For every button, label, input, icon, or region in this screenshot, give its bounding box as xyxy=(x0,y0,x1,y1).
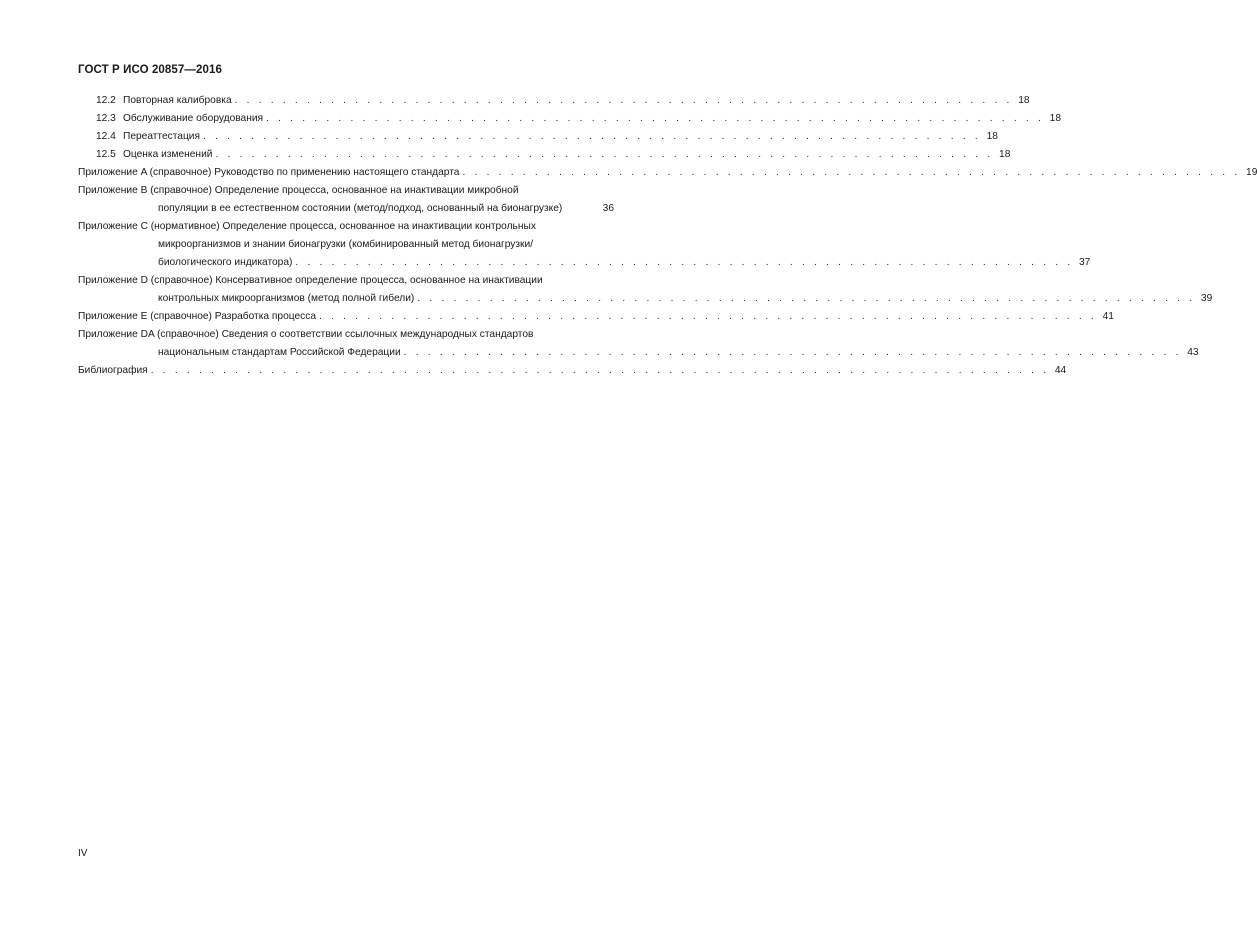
toc-entry-title-continued: популяции в ее естественном состоянии (метод/подход, основанный на бионагрузке) xyxy=(158,203,563,214)
toc-entry-title: Оценка изменений xyxy=(123,149,213,160)
toc-entry-title-continued: контрольных микроорганизмов (метод полной гибели) xyxy=(158,293,415,304)
toc-entry-title: Приложение D (справочное) Консервативное определение процесса, основанное на инактивации xyxy=(78,275,543,286)
toc-page-number: 19 xyxy=(1246,167,1257,178)
toc-entry-title: Повторная калибровка xyxy=(123,95,232,106)
toc-entry-annex-c[interactable] xyxy=(78,218,1091,272)
toc-entry-title-continued: национальным стандартам Российской Федерации xyxy=(158,347,401,358)
leader-dots: . . . . . . . . . . . . . . . . . . . . . . . . . . . . . . . . . . . . . . . . . . . . . . . . . . . . . . . . . . . . . . . . . xyxy=(215,149,994,160)
toc-entry-12-5[interactable] xyxy=(78,146,1011,164)
toc-entry-bibliography[interactable] xyxy=(78,362,1067,380)
document-header: ГОСТ Р ИСО 20857—2016 xyxy=(78,64,223,76)
toc-entry-title: Приложение B (справочное) Определение процесса, основанное на инактивации микробной xyxy=(78,185,519,196)
leader-dots: . . . . . . . . . . . . . . . . . . . . . . . . . . . . . . . . . . . . . . . . . . . . . . . . . . . . . . . . . . . . . . . . . xyxy=(403,347,1182,358)
leader-dots: . . . . . . . . . . . . . . . . . . . . . . . . . . . . . . . . . . . . . . . . . . . . . . . . . . . . . . . . . . . . . . . . . xyxy=(234,95,1013,106)
toc-entry-title: Приложение E (справочное) Разработка процесса xyxy=(78,311,316,322)
toc-entry-12-3[interactable] xyxy=(78,110,1061,128)
toc-page-number: 41 xyxy=(1102,311,1114,322)
toc-entry-title: Библиография xyxy=(78,365,148,376)
toc-page-number: 39 xyxy=(1200,293,1213,304)
toc-entry-annex-d[interactable] xyxy=(78,272,1213,308)
leader-dots: . . . . . . . . . . . . . . . . . . . . . . . . . . . . . . . . . . . . . . . . . . . . . . . . . . . . . . . . . . . . . . . . . xyxy=(417,293,1196,304)
toc-entry-annex-e[interactable] xyxy=(78,308,1114,326)
toc-entry-12-4[interactable] xyxy=(78,128,998,146)
leader-dots: . . . . . . . . . . . . . . . . . . . . . . . . . . . . . . . . . . . . . . . . . . . . . . . . . . . . . . . . . . . . . . . . . xyxy=(203,131,981,142)
toc-page-number: 18 xyxy=(1018,95,1030,106)
toc-page-number: 37 xyxy=(1079,257,1091,268)
leader-dots: . . . . . . . . . . . . . . . . . . . . . . . . . . . . . . . . . . . . . . . . . . . . . . . . . . . . . . . . . . . . . . . . . xyxy=(462,167,1241,178)
toc-entry-title-continued: микроорганизмов и знании бионагрузки (комбинированный метод бионагрузки/ xyxy=(158,239,534,250)
leader-dots: . . . . . . . . . . . . . . . . . . . . . . . . . . . . . . . . . . . . . . . . . . . . . . . . . . . . . . . . . . . . . . . . . xyxy=(266,113,1044,124)
leader-dots: . . . . . . . . . . . . . . . . . . . . . . . . . . . . . . . . . . . . . . . . . . . . . . . . . . . . . . . . . . . . . . . . . xyxy=(319,311,1097,322)
toc-entry-annex-da[interactable] xyxy=(78,326,1199,362)
table-of-contents xyxy=(78,92,1257,380)
toc-entry-title-continued: биологического индикатора) xyxy=(158,257,293,268)
toc-entry-annex-a[interactable] xyxy=(78,164,1257,182)
toc-entry-number: 12.3 xyxy=(96,113,116,124)
toc-entry-number: 12.5 xyxy=(96,149,116,160)
toc-entry-12-2[interactable] xyxy=(78,92,1030,110)
toc-page-number: 43 xyxy=(1187,347,1199,358)
toc-entry-title: Приложение DA (справочное) Сведения о соответствии ссылочных международных стандартов xyxy=(78,329,534,340)
toc-entry-annex-b[interactable] xyxy=(78,182,614,218)
page-number: IV xyxy=(78,848,88,859)
toc-page-number: 18 xyxy=(999,149,1011,160)
toc-page-number: 18 xyxy=(1049,113,1061,124)
leader-dots: . . . . . . . . . . . . . . . . . . . . . . . . . . . . . . . . . . . . . . . . . . . . . . . . . . . . . . . . . . . . . . . . . xyxy=(295,257,1074,268)
toc-entry-title: Обслуживание оборудования xyxy=(123,113,264,124)
toc-entry-number: 12.2 xyxy=(96,95,116,106)
leader-dots: . . . . . . . . . . . . . . . . . . . . . . . . . . . . . . . . . . . . . . . . . . . . . . . . . . . . . . . . . . . . . . . . . . . . . . . . . . . xyxy=(150,365,1050,376)
toc-entry-title: Приложение C (нормативное) Определение процесса, основанное на инактивации контрольных xyxy=(78,221,536,232)
toc-page-number: 18 xyxy=(986,131,998,142)
toc-entry-title: Переаттестация xyxy=(123,131,200,142)
toc-entry-number: 12.4 xyxy=(96,131,116,142)
toc-page-number: 36 xyxy=(602,203,614,214)
toc-page-number: 44 xyxy=(1054,365,1067,376)
toc-entry-title: Приложение A (справочное) Руководство по применению настоящего стандарта xyxy=(78,167,460,178)
